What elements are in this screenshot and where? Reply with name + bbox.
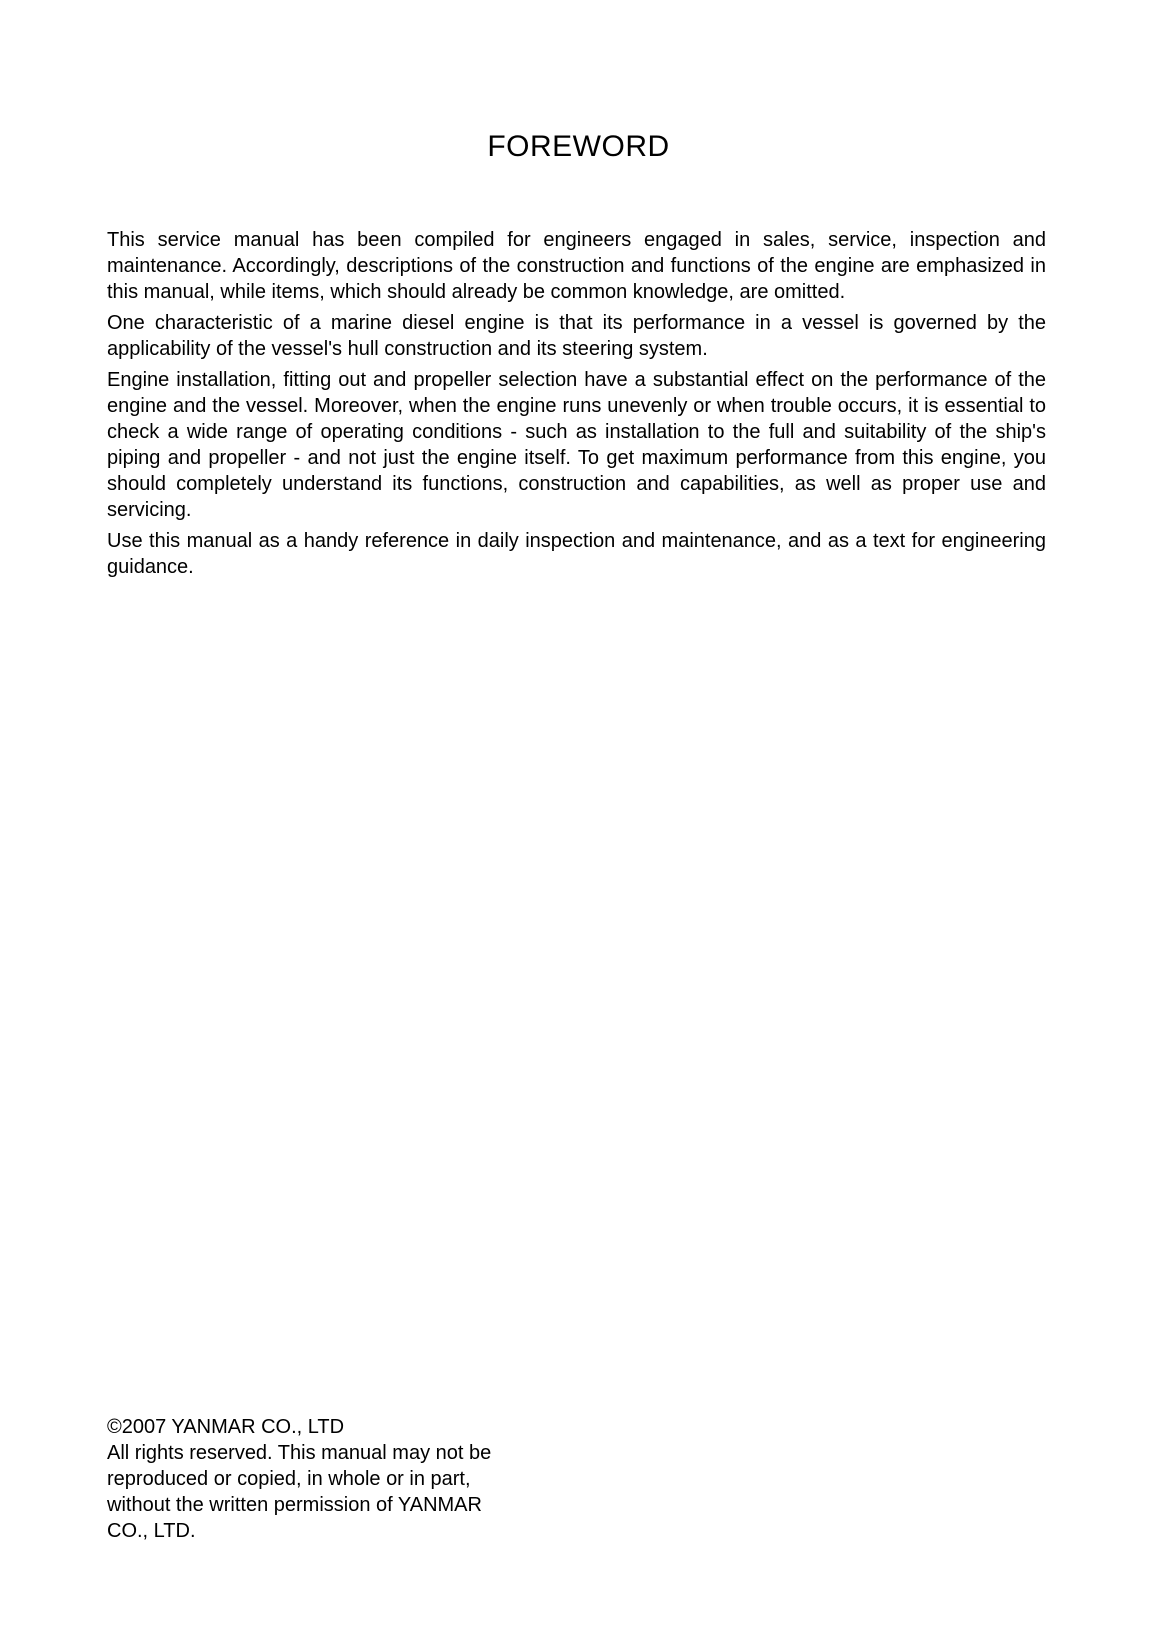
page-title: FOREWORD [487, 130, 670, 163]
copyright-line-4: without the written permission of YANMAR [107, 1494, 482, 1516]
copyright-line-1: ©2007 YANMAR CO., LTD [107, 1416, 345, 1438]
foreword-paragraph-2: One characteristic of a marine diesel engine is that its performance in a vessel is governed by the applicability of the vessel's hull construction and its steering system. [107, 312, 1046, 360]
copyright-line-2: All rights reserved. This manual may not be [107, 1442, 492, 1464]
copyright-notice [107, 1414, 491, 1544]
foreword-paragraph-4: Use this manual as a handy reference in daily inspection and maintenance, and as a text for engineering guidance. [107, 530, 1046, 578]
foreword-paragraph-3: Engine installation, fitting out and propeller selection have a substantial effect on the performance of the engine and the vessel. Moreover, when the engine runs unevenly or when trouble occurs, it is essential to check a wide range of operating conditions - such as installation to the full and suitability of the ship's piping and propeller - and not just the engine itself. To get maximum performance from this engine, you should completely understand its functions, construction and capabilities, as well as proper use and servicing. [107, 369, 1046, 521]
copyright-line-5: CO., LTD. [107, 1520, 196, 1542]
copyright-line-3: reproduced or copied, in whole or in part, [107, 1468, 471, 1490]
foreword-body [107, 227, 1046, 585]
foreword-paragraph-1: This service manual has been compiled for engineers engaged in sales, service, inspection and maintenance. Accordingly, descriptions of the construction and functions of the engine are emphasized in this manual, while items, which should already be common knowledge, are omitted. [107, 229, 1046, 303]
